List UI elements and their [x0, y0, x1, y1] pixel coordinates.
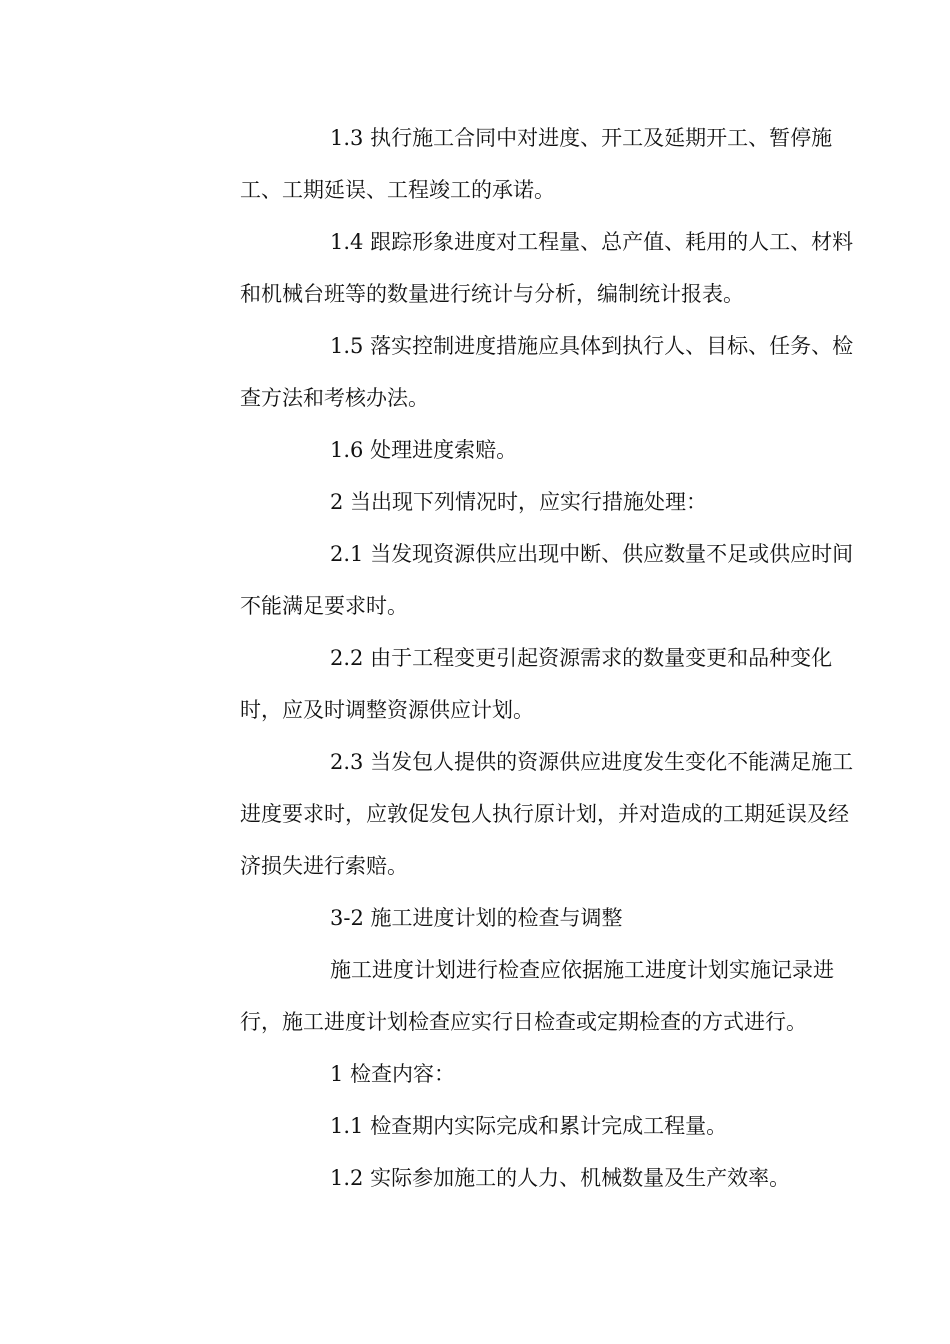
- text-line: 3-2 施工进度计划的检查与调整: [330, 906, 623, 930]
- text-line: 时，应及时调整资源供应计划。: [240, 698, 534, 722]
- paragraph-1-5: [150, 320, 854, 424]
- text-line: 查方法和考核办法。: [240, 386, 429, 410]
- text-line: 和机械台班等的数量进行统计与分析，编制统计报表。: [240, 282, 744, 306]
- document-body: [150, 112, 854, 1204]
- section-heading-3-2: [150, 892, 810, 944]
- text-line: 1.3 执行施工合同中对进度、开工及延期开工、暂停施: [330, 126, 833, 150]
- text-line: 1.1 检查期内实际完成和累计完成工程量。: [330, 1114, 728, 1138]
- paragraph-2: [150, 476, 810, 528]
- paragraph-1-3: [150, 112, 833, 216]
- paragraph-inspection-content: [150, 1048, 810, 1100]
- text-line: 1.2 实际参加施工的人力、机械数量及生产效率。: [330, 1166, 791, 1190]
- text-line: 1 检查内容：: [330, 1062, 456, 1086]
- text-line: 2.3 当发包人提供的资源供应进度发生变化不能满足施工: [330, 750, 854, 774]
- paragraph-2-1: [150, 528, 854, 632]
- text-line: 济损失进行索赔。: [240, 854, 408, 878]
- text-line: 施工进度计划进行检查应依据施工进度计划实施记录进: [330, 958, 834, 982]
- text-line: 2.1 当发现资源供应出现中断、供应数量不足或供应时间: [330, 542, 854, 566]
- paragraph-inspection-basis: [150, 944, 834, 1048]
- paragraph-1-6: [150, 424, 810, 476]
- text-line: 行，施工进度计划检查应实行日检查或定期检查的方式进行。: [240, 1010, 807, 1034]
- text-line: 2 当出现下列情况时，应实行措施处理：: [330, 490, 708, 514]
- text-line: 1.5 落实控制进度措施应具体到执行人、目标、任务、检: [330, 334, 854, 358]
- paragraph-2-3: [150, 736, 854, 892]
- text-line: 2.2 由于工程变更引起资源需求的数量变更和品种变化: [330, 646, 833, 670]
- paragraph-1-4: [150, 216, 854, 320]
- text-line: 进度要求时，应敦促发包人执行原计划，并对造成的工期延误及经: [240, 802, 849, 826]
- text-line: 不能满足要求时。: [240, 594, 408, 618]
- text-line: 1.6 处理进度索赔。: [330, 438, 518, 462]
- text-line: 工、工期延误、工程竣工的承诺。: [240, 178, 555, 202]
- paragraph-1-2: [150, 1152, 810, 1204]
- paragraph-2-2: [150, 632, 833, 736]
- paragraph-1-1: [150, 1100, 810, 1152]
- text-line: 1.4 跟踪形象进度对工程量、总产值、耗用的人工、材料: [330, 230, 854, 254]
